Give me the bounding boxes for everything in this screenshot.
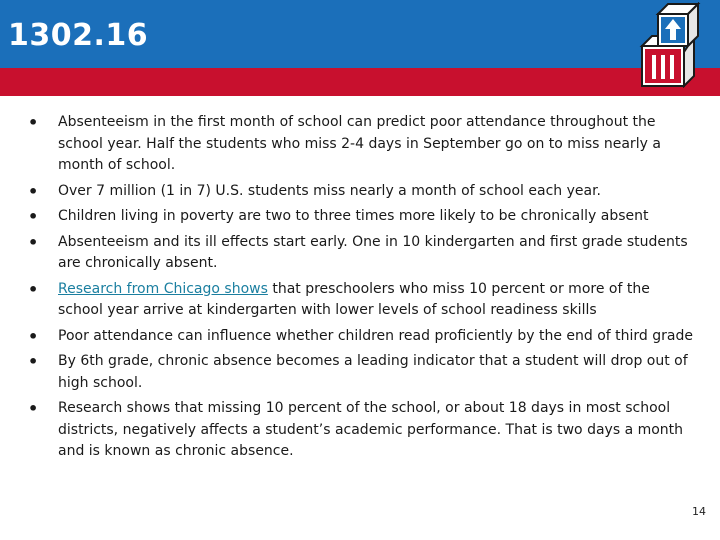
list-item: • Absenteeism and its ill effects start early. One in 10 kindergarten and first grade students are chronically absent. xyxy=(28,232,698,275)
list-item: • Poor attendance can influence whether children read proficiently by the end of third grade xyxy=(28,326,698,348)
building-blocks-logo-icon xyxy=(638,2,702,88)
list-item: • Children living in poverty are two to three times more likely to be chronically absent xyxy=(28,206,698,228)
list-item xyxy=(28,279,698,322)
list-item: • Over 7 million (1 in 7) U.S. students miss nearly a month of school each year. xyxy=(28,181,698,203)
page-number: 14 xyxy=(692,505,706,518)
list-item: • Absenteeism in the first month of school can predict poor attendance throughout the school year. Half the students who miss 2-4 days in September go on to miss nearly a month of school. xyxy=(28,112,698,177)
list-item-text: that preschoolers who miss 10 percent or more of the school year arrive at kindergarten with lower levels of school readiness skills xyxy=(58,280,650,318)
header-accent-band xyxy=(0,68,720,96)
list-item: • By 6th grade, chronic absence becomes a leading indicator that a student will drop out of high school. xyxy=(28,351,698,394)
bullet-list xyxy=(28,112,698,463)
bullet-list-region xyxy=(28,112,698,467)
page-title: 1302.16 xyxy=(8,18,149,53)
list-item: • Research shows that missing 10 percent of the school, or about 18 days in most school districts, negatively affects a student’s academic performance. That is two days a month and is known as chronic absence. xyxy=(28,398,698,463)
header-bar xyxy=(0,0,720,68)
research-chicago-link[interactable]: Research from Chicago shows xyxy=(58,280,268,297)
